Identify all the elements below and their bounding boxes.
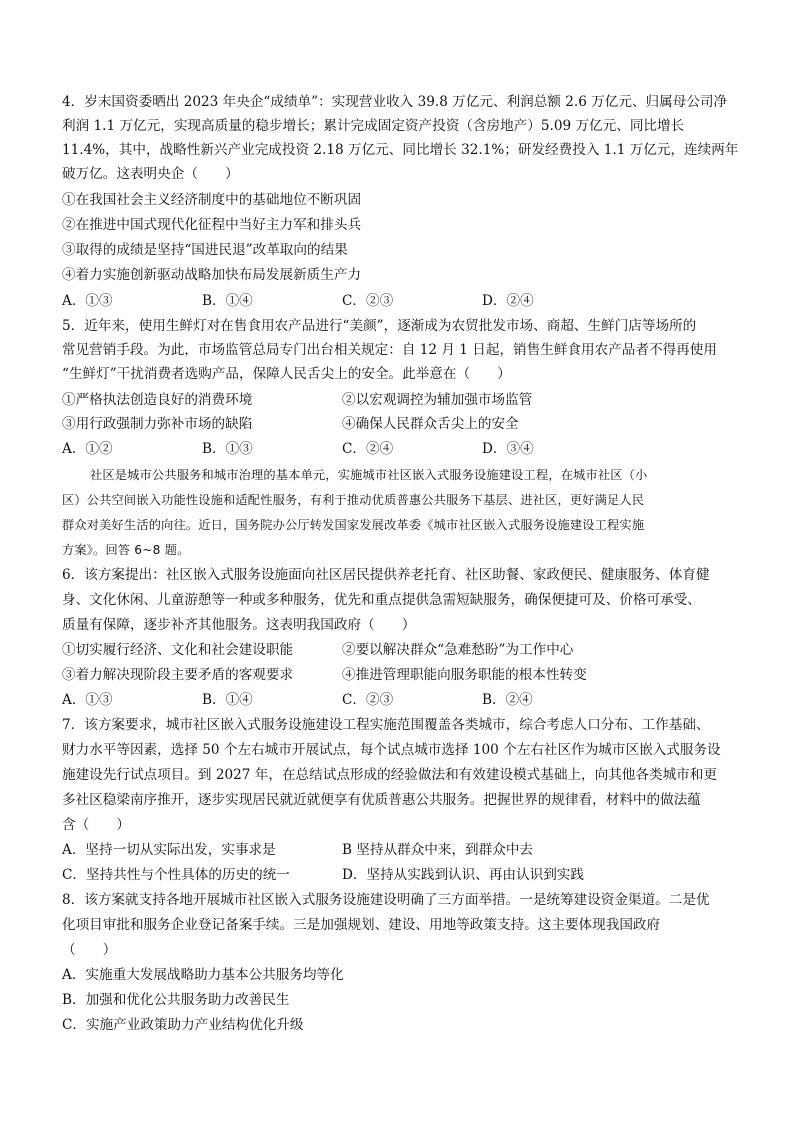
material-line: 区）公共空间嵌入功能性设施和适配性服务，有利于推动优质普惠公共服务下基层、进社区，更好满足人民 [62,493,645,507]
q5-choice-a: A．①② [62,441,113,457]
q8-stem-line: 8．该方案就支持各地开展城市社区嵌入式服务设施建设明确了三方面举措。一是统筹建设资金渠道。二是优 [62,892,710,908]
material-line: 社区是城市公共服务和城市治理的基本单元，实施城市社区嵌入式服务设施建设工程，在城市社区（小 [90,468,648,482]
q5-stem-line: 5．近年来，使用生鲜灯对在售食用农产品进行“美颜”，逐渐成为农贸批发市场、商超、生鲜门店等场所的 [62,318,697,334]
q4-item: ②在推进中国式现代化征程中当好主力军和排头兵 [62,217,362,233]
q4-choice-c: C．②③ [342,293,394,309]
q6-item: ③着力解决现阶段主要矛盾的客观要求 [62,667,294,683]
q7-choice-a: A．坚持一切从实际出发，实事求是 [62,842,276,858]
q5-choice-d: D．③④ [482,441,534,457]
q7-stem-line: 财力水平等因素，选择 50 个左右城市开展试点，每个试点城市选择 100 个左右社区作为城市区嵌入式服务设 [62,742,721,758]
q7-choice-b: B 坚持从群众中来，到群众中去 [342,842,534,858]
q4-choice-b: B．①④ [202,293,253,309]
q6-item: ②要以解决群众“急难愁盼”为工作中心 [342,642,574,658]
q7-choice-c: C．坚持共性与个性具体的历史的统一 [62,867,290,883]
q5-choice-b: B．①③ [202,441,253,457]
q6-item: ①切实履行经济、文化和社会建设职能 [62,642,294,658]
q6-stem-line: 身、文化休闲、儿童游憩等一种或多种服务，优先和重点提供急需短缺服务，确保便捷可及、价格可承受、 [62,592,701,608]
q8-choice-c: C．实施产业政策助力产业结构优化升级 [62,1017,304,1033]
q5-item: ④确保人民群众舌尖上的安全 [342,416,519,432]
q4-item: ③取得的成绩是坚持“国进民退”改革取向的结果 [62,242,348,258]
q5-item: ①严格执法创造良好的消费环境 [62,392,253,408]
q4-stem-line: 4．岁末国资委晒出 2023 年央企“成绩单”：实现营业收入 39.8 万亿元、利润总额 2.6 万亿元、归属母公司净 [62,94,728,110]
material-line: 群众对美好生活的向往。近日，国务院办公厅转发国家发展改革委《城市社区嵌入式服务设施建设工程实施 [62,518,645,532]
q4-stem-line: 利润 1.1 万亿元，实现高质量的稳步增长；累计完成固定资产投资（含房地产）5.09 万亿元、同比增长 [62,118,685,134]
q6-choice-a: A．①③ [62,692,113,708]
q8-choice-a: A．实施重大发展战略助力基本公共服务均等化 [62,967,344,983]
q4-choice-d: D．②④ [482,293,534,309]
q4-item: ④着力实施创新驱动战略加快布局发展新质生产力 [62,267,362,283]
q4-item: ①在我国社会主义经济制度中的基础地位不断巩固 [62,192,362,208]
material-line: 方案》。回答 6~8 题。 [62,543,190,557]
q4-stem-line: 11.4%，其中，战略性新兴产业完成投资 2.18 万亿元、同比增长 32.1%；研发经费投入 1.1 万亿元，连续两年 [62,142,739,158]
q8-stem-line: （ ） [62,942,117,958]
q4-choice-a: A．①③ [62,293,113,309]
q5-stem-line: “生鲜灯”干扰消费者选购产品，保障人民舌尖上的安全。此举意在（ ） [62,366,511,382]
q5-item: ②以宏观调控为辅加强市场监管 [342,392,533,408]
q6-stem-line: 6．该方案提出：社区嵌入式服务设施面向社区居民提供养老托育、社区助餐、家政便民、健康服务、体育健 [62,567,710,583]
q5-item: ③用行政强制力弥补市场的缺陷 [62,416,253,432]
q7-choice-d: D．坚持从实践到认识、再由认识到实践 [342,867,584,883]
q8-stem-line: 化项目审批和服务企业登记备案手续。三是加强规划、建设、用地等政策支持。这主要体现我国政府 [62,917,661,933]
q6-choice-c: C．②③ [342,692,394,708]
q5-stem-line: 常见营销手段。为此，市场监管总局专门出台相关规定：自 12 月 1 日起，销售生鲜食用农产品者不得再使用 [62,342,717,358]
q6-choice-d: B．②④ [482,692,533,708]
q5-choice-c: C．②④ [342,441,394,457]
q6-stem-line: 质量有保障，逐步补齐其他服务。这表明我国政府（ ） [62,617,416,633]
q7-stem-line: 含（ ） [62,817,130,833]
q4-stem-line: 破万亿。这表明央企（ ） [62,166,239,182]
q6-item: ④推进管理职能向服务职能的根本性转变 [342,667,587,683]
q7-stem-line: 7．该方案要求，城市社区嵌入式服务设施建设工程实施范围覆盖各类城市，综合考虑人口分布、工作基础、 [62,717,710,733]
q7-stem-line: 多社区稳梁南序推开，逐步实现居民就近就便享有优质普惠公共服务。把握世界的规律看，材料中的做法蕴 [62,792,701,808]
q8-choice-b: B．加强和优化公共服务助力改善民生 [62,992,290,1008]
q7-stem-line: 施建设先行试点项目。到 2027 年，在总结试点形成的经验做法和有效建设模式基础上，向其他各类城市和更 [62,767,717,783]
q6-choice-b: B．①④ [202,692,253,708]
